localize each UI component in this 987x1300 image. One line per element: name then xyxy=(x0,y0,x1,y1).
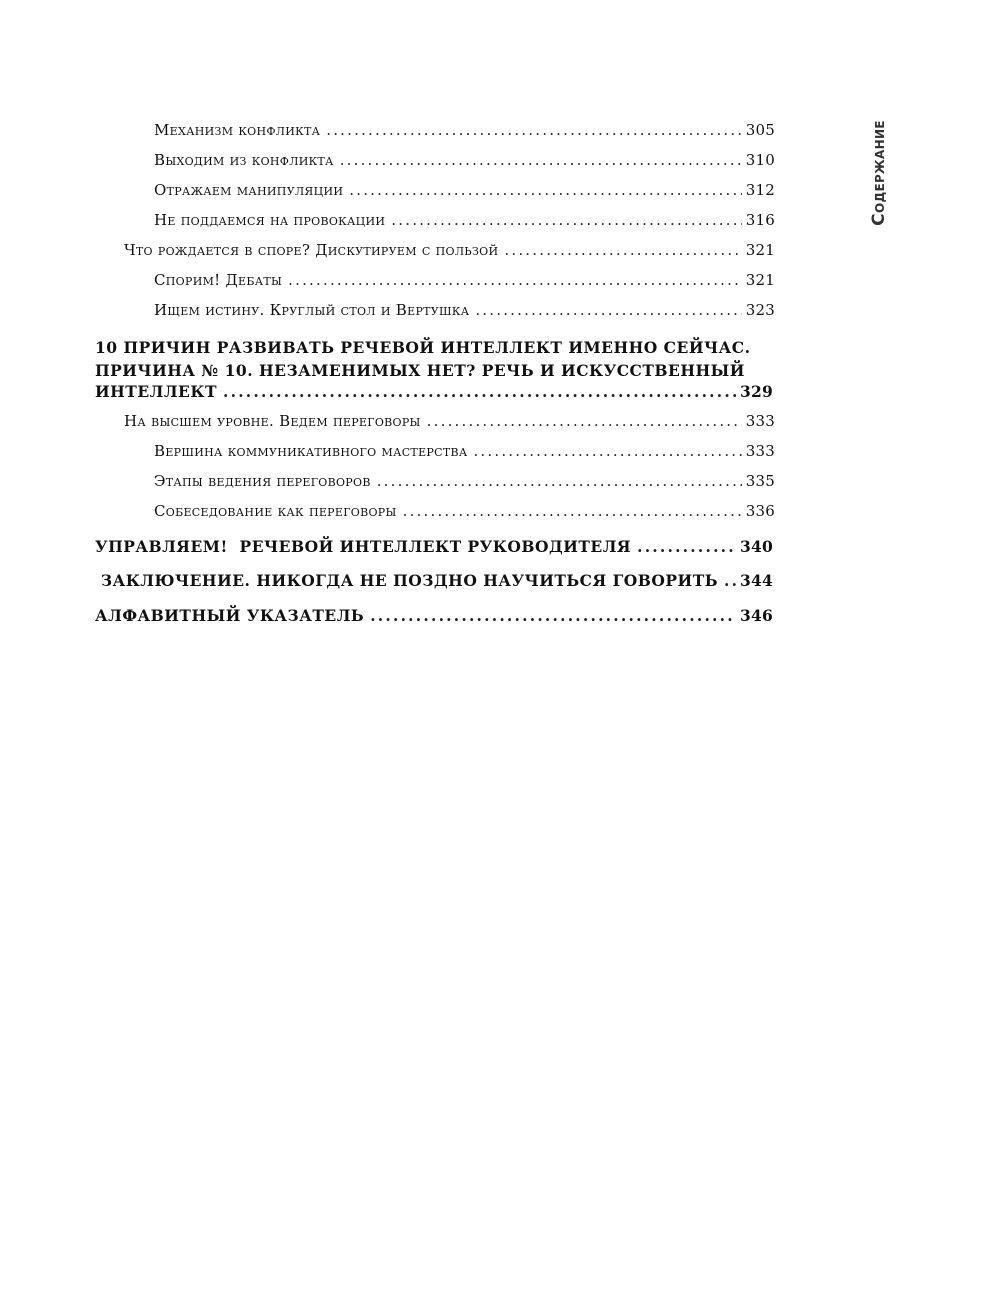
dot-leader xyxy=(475,301,741,319)
toc-entry-title: АЛФАВИТНЫЙ УКАЗАТЕЛЬ xyxy=(95,606,365,625)
toc-page-number: 321 xyxy=(745,241,775,259)
dot-leader xyxy=(504,241,741,259)
toc-page-number: 340 xyxy=(740,537,773,556)
toc-chapter-entry[interactable] xyxy=(95,538,773,556)
running-head-text: Содержание xyxy=(869,120,889,226)
toc-page-number: 312 xyxy=(745,181,775,199)
toc-entry[interactable] xyxy=(154,151,775,169)
dot-leader xyxy=(637,538,736,556)
toc-page-number: 336 xyxy=(745,502,775,520)
toc-entry[interactable] xyxy=(154,502,775,520)
dot-leader xyxy=(370,607,736,625)
dot-leader xyxy=(326,121,742,139)
toc-entry[interactable] xyxy=(154,181,775,199)
toc-entry-title: ИНТЕЛЛЕКТ xyxy=(95,382,217,401)
dot-leader xyxy=(349,181,741,199)
dot-leader xyxy=(403,502,742,520)
toc-page-number: 316 xyxy=(745,211,775,229)
dot-leader xyxy=(340,151,742,169)
toc-entry-title: Не поддаемся на провокации xyxy=(154,211,386,229)
toc-page-number: 333 xyxy=(745,442,775,460)
toc-entry[interactable] xyxy=(154,211,775,229)
toc-page-number: 344 xyxy=(740,571,773,590)
toc-entry-title: Механизм конфликта xyxy=(154,121,321,139)
toc-page-number: 305 xyxy=(745,121,775,139)
toc-entry[interactable] xyxy=(124,412,775,430)
dot-leader xyxy=(288,271,742,289)
toc-chapter-heading-line[interactable]: 10 ПРИЧИН РАЗВИВАТЬ РЕЧЕВОЙ ИНТЕЛЛЕКТ ИМЕННО СЕЙЧАС. xyxy=(95,338,751,357)
toc-page-number: 310 xyxy=(745,151,775,169)
toc-entry-title: Спорим! Дебаты xyxy=(154,271,283,289)
dot-leader xyxy=(391,211,741,229)
toc-entry-title: УПРАВЛЯЕМ! РЕЧЕВОЙ ИНТЕЛЛЕКТ РУКОВОДИТЕЛЯ xyxy=(95,537,632,556)
toc-chapter-entry[interactable] xyxy=(95,607,773,625)
toc-entry-title: На высшем уровне. Ведем переговоры xyxy=(124,412,421,430)
toc-entry-title: Этапы ведения переговоров xyxy=(154,472,371,490)
toc-entry[interactable] xyxy=(154,472,775,490)
dot-leader xyxy=(427,412,742,430)
toc-entry-title: Что рождается в споре? Дискутируем с пользой xyxy=(124,241,499,259)
toc-entry-title: Отражаем манипуляции xyxy=(154,181,344,199)
toc-page-number: 329 xyxy=(740,382,773,401)
toc-entry-title: Выходим из конфликта xyxy=(154,151,334,169)
dot-leader xyxy=(724,572,736,590)
toc-page-number: 321 xyxy=(745,271,775,289)
toc-page-number: 323 xyxy=(745,301,775,319)
toc-entry[interactable] xyxy=(124,241,775,259)
toc-chapter-entry[interactable] xyxy=(95,572,773,590)
dot-leader xyxy=(473,442,741,460)
toc-chapter-entry[interactable] xyxy=(95,383,773,401)
toc-page-number: 346 xyxy=(740,606,773,625)
toc-entry[interactable] xyxy=(154,121,775,139)
toc-entry-title: Ищем истину. Круглый стол и Вертушка xyxy=(154,301,470,319)
toc-entry-title: Собеседование как переговоры xyxy=(154,502,397,520)
toc-page-number: 335 xyxy=(745,472,775,490)
dot-leader xyxy=(223,383,736,401)
toc-entry-title: ЗАКЛЮЧЕНИЕ. НИКОГДА НЕ ПОЗДНО НАУЧИТЬСЯ ГОВОРИТЬ xyxy=(95,571,719,590)
dot-leader xyxy=(377,472,742,490)
running-head-vertical xyxy=(864,118,894,228)
toc-chapter-heading-line[interactable]: ПРИЧИНА № 10. НЕЗАМЕНИМЫХ НЕТ? РЕЧЬ И ИСКУССТВЕННЫЙ xyxy=(95,361,745,380)
toc-entry[interactable] xyxy=(154,301,775,319)
toc-entry[interactable] xyxy=(154,442,775,460)
toc-entry[interactable] xyxy=(154,271,775,289)
toc-entry-title: Вершина коммуникативного мастерства xyxy=(154,442,468,460)
toc-page-number: 333 xyxy=(745,412,775,430)
